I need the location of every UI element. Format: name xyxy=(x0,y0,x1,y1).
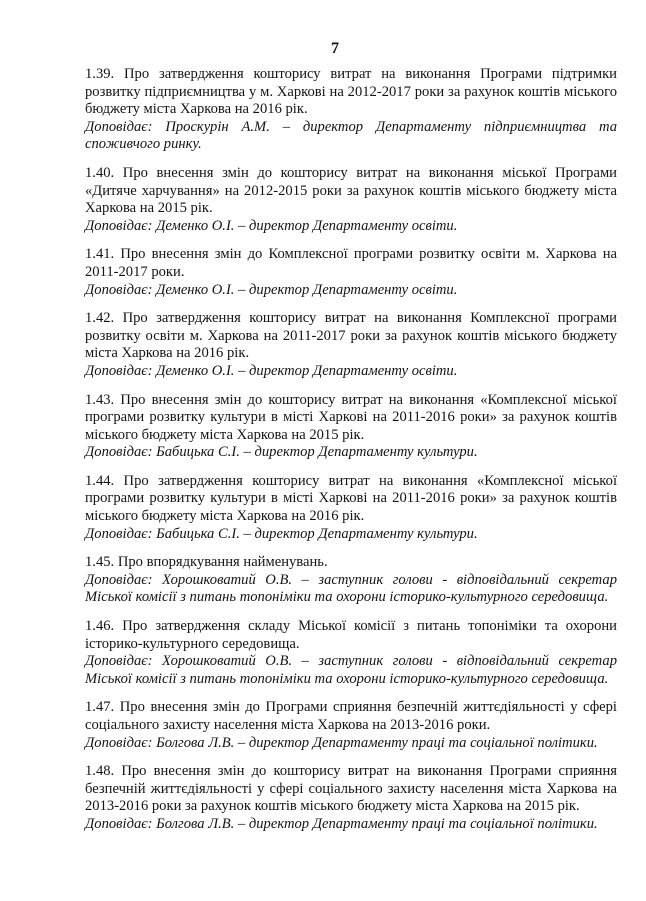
agenda-item-text: 1.42. Про затвердження кошторису витрат на виконання Комплексної програми розвитку освіти м. Харкова на 2011-2017 роки за рахунок коштів міського бюджету міста Харкова на 2016 рік. xyxy=(85,310,617,362)
agenda-item-text: 1.41. Про внесення змін до Комплексної програми розвитку освіти м. Харкова на 2011-2017 роки. xyxy=(85,246,617,280)
agenda-item-text: 1.48. Про внесення змін до кошторису витрат на виконання Програми сприяння безпечній життєдіяльності у сфері соціального захисту населення міста Харкова на 2013-2016 роки за рахунок коштів міського бюджету міста Харкова на 2015 рік. xyxy=(85,763,617,815)
agenda-item-1-42 xyxy=(85,310,617,380)
agenda-item-text: 1.40. Про внесення змін до кошторису витрат на виконання міської Програми «Дитяче харчування» на 2012-2015 роки за рахунок коштів міського бюджету міста Харкова на 2015 рік. xyxy=(85,164,617,217)
agenda-item-text: 1.39. Про затвердження кошторису витрат на виконання Програми підтримки розвитку підприємництва у м. Харкові на 2012-2017 роки за рахунок коштів міського бюджету міста Харкова на 2016 рік. xyxy=(85,66,617,118)
agenda-item-speaker: Доповідає: Деменко О.І. – директор Департаменту освіти. xyxy=(85,217,458,234)
agenda-item-1-41 xyxy=(85,246,617,299)
agenda-item-text: 1.45. Про впорядкування найменувань. xyxy=(85,554,328,571)
agenda-item-text: 1.47. Про внесення змін до Програми сприяння безпечній життєдіяльності у сфері соціального захисту населення міста Харкова на 2013-2016 роки. xyxy=(85,699,617,733)
agenda-item-1-46 xyxy=(85,618,617,688)
agenda-item-1-39 xyxy=(85,66,617,154)
agenda-list xyxy=(85,66,617,845)
agenda-item-speaker: Доповідає: Деменко О.І. – директор Департаменту освіти. xyxy=(85,362,458,379)
agenda-item-1-47 xyxy=(85,699,617,752)
agenda-item-1-43 xyxy=(85,392,617,462)
agenda-item-text: 1.44. Про затвердження кошторису витрат на виконання «Комплексної міської програми розвитку культури в місті Харкові на 2011-2016 роки» за рахунок коштів міського бюджету міста Харкова на 2016 рік. xyxy=(85,472,617,525)
agenda-item-speaker: Доповідає: Деменко О.І. – директор Департаменту освіти. xyxy=(85,281,458,298)
agenda-item-speaker: Доповідає: Болгова Л.В. – директор Департаменту праці та соціальної політики. xyxy=(85,815,598,832)
agenda-item-1-48 xyxy=(85,763,617,833)
page-number: 7 xyxy=(331,40,339,57)
agenda-item-speaker: Доповідає: Хорошковатий О.В. – заступник голови - відповідальний секретар Міської комісії з питань топоніміки та охорони історико-культурного середовища. xyxy=(85,653,617,687)
agenda-item-1-45 xyxy=(85,554,617,607)
agenda-item-text: 1.43. Про внесення змін до кошторису витрат на виконання «Комплексної міської програми розвитку культури в місті Харкові на 2011-2016 роки» за рахунок коштів міського бюджету міста Харкова на 2015 рік. xyxy=(85,391,617,443)
agenda-item-speaker: Доповідає: Болгова Л.В. – директор Департаменту праці та соціальної політики. xyxy=(85,734,598,751)
agenda-item-1-40 xyxy=(85,165,617,235)
agenda-item-text: 1.46. Про затвердження складу Міської комісії з питань топоніміки та охорони історико-культурного середовища. xyxy=(85,618,617,652)
agenda-item-speaker: Доповідає: Бабицька С.І. – директор Департаменту культури. xyxy=(85,444,478,461)
agenda-item-1-44 xyxy=(85,473,617,543)
agenda-item-speaker: Доповідає: Хорошковатий О.В. – заступник голови - відповідальний секретар Міської комісії з питань топоніміки та охорони історико-культурного середовища. xyxy=(85,571,617,606)
agenda-item-speaker: Доповідає: Бабицька С.І. – директор Департаменту культури. xyxy=(85,525,478,542)
agenda-item-speaker: Доповідає: Проскурін А.М. – директор Департаменту підприємництва та споживчого ринку. xyxy=(85,118,617,153)
